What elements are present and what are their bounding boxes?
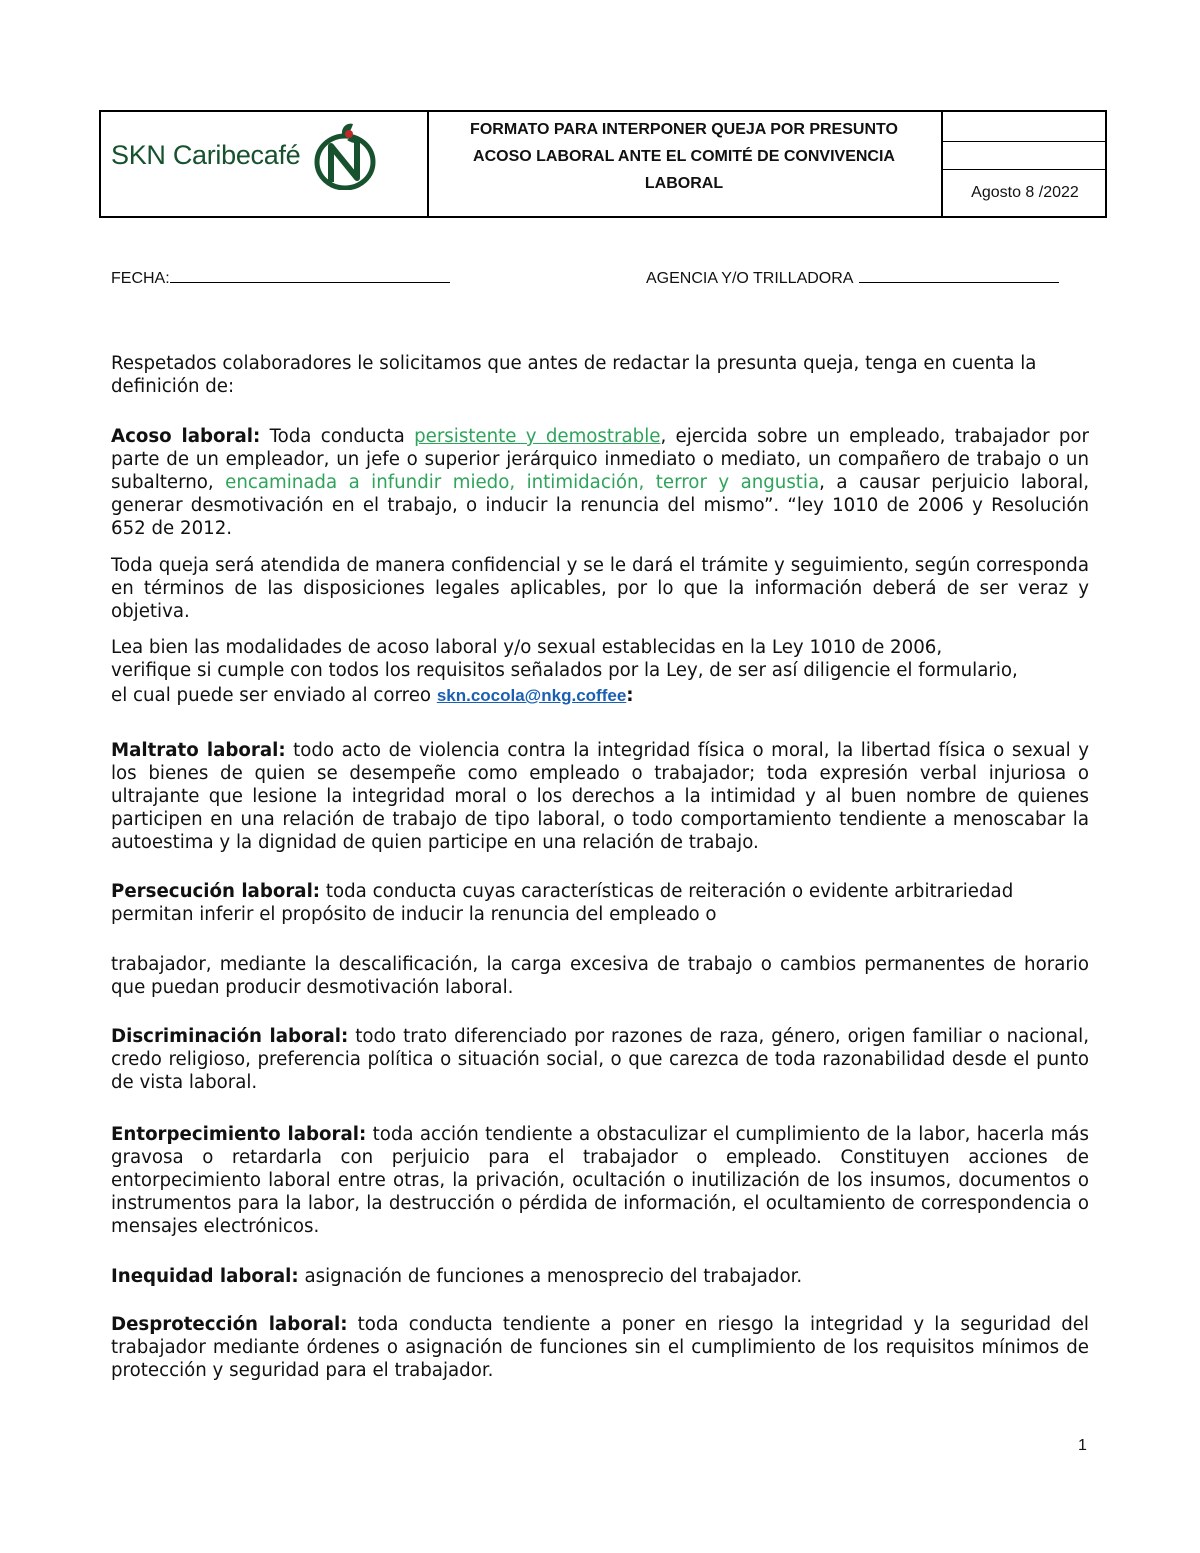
inequidad-term: Inequidad laboral: <box>111 1266 299 1287</box>
persecucion-paragraph: Persecución laboral: toda conducta cuyas características de reiteración o evidente arbitrariedad permitan inferir el propósito de inducir la renuncia del empleado o <box>111 881 1014 925</box>
persecucion-term: Persecución laboral: <box>111 881 321 902</box>
entorpecimiento-term: Entorpecimiento laboral: <box>111 1124 367 1145</box>
meta-row-empty <box>943 112 1107 142</box>
meta-cell <box>943 112 1107 216</box>
meta-row-empty <box>943 142 1107 170</box>
logo-cell <box>101 112 429 216</box>
title-cell <box>427 112 943 216</box>
form-fields <box>111 268 1091 290</box>
maltrato-term: Maltrato laboral: <box>111 740 286 761</box>
date-cell: Agosto 8 /2022 <box>971 184 1079 201</box>
fecha-field[interactable] <box>111 268 450 288</box>
confidencial-paragraph: Toda queja será atendida de manera confidencial y se le dará el trámite y seguimiento, según corresponda en términos de las disposiciones legales aplicables, por lo que la información deberá de ser veraz y objetiva. <box>111 555 1089 622</box>
intro-paragraph: Respetados colaboradores le solicitamos que antes de redactar la presunta queja, tenga en cuenta la definición de: <box>111 353 1037 397</box>
persecucion-continuation: trabajador, mediante la descalificación, la carga excesiva de trabajo o cambios permanentes de horario que puedan producir desmotivación laboral. <box>111 954 1089 998</box>
header-table <box>99 110 1107 218</box>
fecha-label: FECHA: <box>111 270 170 287</box>
brand-name: SKN Caribecafé <box>111 140 301 170</box>
skn-coffee-logo-icon <box>313 120 377 190</box>
fecha-blank-line[interactable] <box>170 268 450 283</box>
agencia-label: AGENCIA Y/O TRILLADORA <box>646 270 854 287</box>
highlight-persistente: persistente y demostrable <box>414 426 661 447</box>
discriminacion-term: Discriminación laboral: <box>111 1026 349 1047</box>
entorpecimiento-paragraph: Entorpecimiento laboral: toda acción tendiente a obstaculizar el cumplimiento de la labor, hacerla más gravosa o retardarla con perjuicio para el trabajador o empleado. Constituyen acciones de entorpecimiento laboral entre otras, la privación, ocultación o inutilización de los insumos, documentos o instrumentos para la labor, la destrucción o pérdida de información, el ocultamiento de correspondencia o mensajes electrónicos. <box>111 1124 1089 1237</box>
highlight-encaminada: encaminada a infundir miedo, intimidación, terror y angustia <box>225 472 820 493</box>
acoso-term: Acoso laboral: <box>111 426 261 447</box>
form-title: FORMATO PARA INTERPONER QUEJA POR PRESUNTO ACOSO LABORAL ANTE EL COMITÉ DE CONVIVENCIA LABORAL <box>470 121 898 192</box>
page-number: 1 <box>1078 1437 1087 1454</box>
desproteccion-paragraph: Desprotección laboral: toda conducta tendiente a poner en riesgo la integridad y la seguridad del trabajador mediante órdenes o asignación de funciones sin el cumplimiento de los requisitos mínimos de protección y seguridad para el trabajador. <box>111 1314 1089 1381</box>
desproteccion-term: Desprotección laboral: <box>111 1314 348 1335</box>
modalidades-paragraph: Lea bien las modalidades de acoso laboral y/o sexual establecidas en la Ley 1010 de 2006, verifique si cumple con todos los requisitos señalados por la Ley, de ser así diligencie el formulario, el cual puede ser enviado al correo skn.cocola@nkg.coffee: <box>111 637 1018 706</box>
inequidad-paragraph: Inequidad laboral: asignación de funciones a menosprecio del trabajador. <box>111 1266 803 1287</box>
email-link[interactable]: skn.cocola@nkg.coffee <box>436 686 627 705</box>
agencia-blank-line[interactable] <box>859 268 1059 283</box>
acoso-paragraph: Acoso laboral: Toda conducta persistente y demostrable, ejercida sobre un empleado, trabajador por parte de un empleador, un jefe o superior jerárquico inmediato o mediato, un compañero de trabajo o un subalterno, encaminada a infundir miedo, intimidación, terror y angustia, a causar perjuicio laboral, generar desmotivación en el trabajo, o inducir la renuncia del mismo”. “ley 1010 de 2006 y Resolución 652 de 2012. <box>111 426 1090 539</box>
agencia-field[interactable] <box>646 268 1059 288</box>
maltrato-paragraph: Maltrato laboral: todo acto de violencia contra la integridad física o moral, la libertad física o sexual y los bienes de quien se desempeñe como empleado o trabajador; toda expresión verbal injuriosa o ultrajante que lesione la integridad moral o los derechos a la intimidad y al buen nombre de quienes participen en una relación de trabajo de tipo laboral, o todo comportamiento tendiente a menoscabar la autoestima y la dignidad de quien participe en una relación de trabajo. <box>111 740 1089 853</box>
discriminacion-paragraph: Discriminación laboral: todo trato diferenciado por razones de raza, género, origen familiar o nacional, credo religioso, preferencia política o situación social, o que carezca de toda razonabilidad desde el punto de vista laboral. <box>111 1026 1089 1093</box>
